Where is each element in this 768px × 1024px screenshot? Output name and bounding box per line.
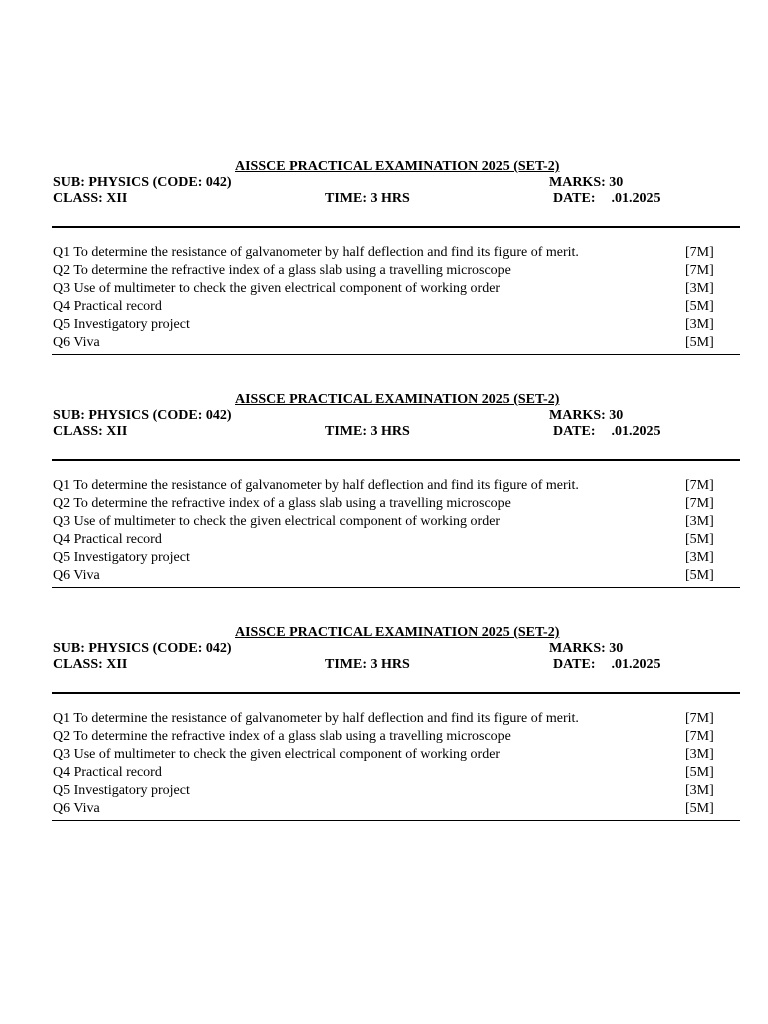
subject-label: SUB: PHYSICS (CODE: 042) <box>53 408 232 423</box>
question-marks: [7M] <box>685 263 714 278</box>
question-row <box>52 800 740 818</box>
question-row <box>52 495 740 513</box>
footer-divider <box>52 354 740 355</box>
exam-paper-1 <box>52 158 740 358</box>
date-value: .01.2025 <box>611 191 661 206</box>
question-text: Q5 Investigatory project <box>53 317 190 332</box>
question-marks: [3M] <box>685 281 714 296</box>
question-marks: [5M] <box>685 765 714 780</box>
question-text: Q4 Practical record <box>53 299 162 314</box>
question-text: Q3 Use of multimeter to check the given electrical component of working order <box>53 514 501 529</box>
question-text: Q5 Investigatory project <box>53 550 190 565</box>
question-marks: [7M] <box>685 496 714 511</box>
exam-title: AISSCE PRACTICAL EXAMINATION 2025 (SET-2) <box>235 392 560 407</box>
question-row <box>52 298 740 316</box>
question-row <box>52 782 740 800</box>
subject-label: SUB: PHYSICS (CODE: 042) <box>53 175 232 190</box>
question-marks: [7M] <box>685 711 714 726</box>
question-row <box>52 513 740 531</box>
question-text: Q3 Use of multimeter to check the given electrical component of working order <box>53 747 501 762</box>
question-text: Q6 Viva <box>53 335 100 350</box>
question-marks: [3M] <box>685 783 714 798</box>
date-label: DATE: <box>553 424 596 439</box>
date-label: DATE: <box>553 657 596 672</box>
question-row <box>52 746 740 764</box>
question-row <box>52 728 740 746</box>
question-text: Q5 Investigatory project <box>53 783 190 798</box>
question-marks: [3M] <box>685 747 714 762</box>
question-text: Q2 To determine the refractive index of a glass slab using a travelling microscope <box>53 729 511 744</box>
exam-title: AISSCE PRACTICAL EXAMINATION 2025 (SET-2) <box>235 159 560 174</box>
question-text: Q6 Viva <box>53 568 100 583</box>
date-field <box>553 190 661 208</box>
question-text: Q2 To determine the refractive index of a glass slab using a travelling microscope <box>53 263 511 278</box>
date-field <box>553 423 661 441</box>
question-text: Q1 To determine the resistance of galvanometer by half deflection and find its figure of merit. <box>53 711 579 726</box>
marks-label: MARKS: 30 <box>549 641 624 656</box>
time-label: TIME: 3 HRS <box>325 424 410 439</box>
question-marks: [5M] <box>685 532 714 547</box>
footer-divider <box>52 587 740 588</box>
class-label: CLASS: XII <box>53 191 128 206</box>
time-label: TIME: 3 HRS <box>325 191 410 206</box>
question-marks: [5M] <box>685 299 714 314</box>
exam-paper-2 <box>52 391 740 591</box>
question-row <box>52 280 740 298</box>
question-text: Q1 To determine the resistance of galvanometer by half deflection and find its figure of merit. <box>53 245 579 260</box>
date-value: .01.2025 <box>611 424 661 439</box>
question-marks: [3M] <box>685 550 714 565</box>
question-marks: [5M] <box>685 801 714 816</box>
question-marks: [3M] <box>685 514 714 529</box>
marks-label: MARKS: 30 <box>549 175 624 190</box>
question-row <box>52 764 740 782</box>
question-row <box>52 316 740 334</box>
question-list <box>52 244 740 352</box>
header-divider <box>52 226 740 228</box>
question-row <box>52 262 740 280</box>
question-list <box>52 710 740 818</box>
exam-paper-3 <box>52 624 740 824</box>
question-row <box>52 549 740 567</box>
subject-label: SUB: PHYSICS (CODE: 042) <box>53 641 232 656</box>
question-text: Q4 Practical record <box>53 532 162 547</box>
footer-divider <box>52 820 740 821</box>
question-row <box>52 531 740 549</box>
question-text: Q2 To determine the refractive index of a glass slab using a travelling microscope <box>53 496 511 511</box>
question-text: Q4 Practical record <box>53 765 162 780</box>
question-marks: [3M] <box>685 317 714 332</box>
question-row <box>52 244 740 262</box>
question-row <box>52 567 740 585</box>
question-row <box>52 477 740 495</box>
date-value: .01.2025 <box>611 657 661 672</box>
question-text: Q3 Use of multimeter to check the given electrical component of working order <box>53 281 501 296</box>
time-label: TIME: 3 HRS <box>325 657 410 672</box>
question-row <box>52 710 740 728</box>
question-marks: [7M] <box>685 729 714 744</box>
question-text: Q6 Viva <box>53 801 100 816</box>
question-marks: [5M] <box>685 568 714 583</box>
header-divider <box>52 459 740 461</box>
class-label: CLASS: XII <box>53 657 128 672</box>
class-label: CLASS: XII <box>53 424 128 439</box>
date-label: DATE: <box>553 191 596 206</box>
question-row <box>52 334 740 352</box>
header-divider <box>52 692 740 694</box>
marks-label: MARKS: 30 <box>549 408 624 423</box>
question-text: Q1 To determine the resistance of galvanometer by half deflection and find its figure of merit. <box>53 478 579 493</box>
question-marks: [5M] <box>685 335 714 350</box>
date-field <box>553 656 661 674</box>
exam-title: AISSCE PRACTICAL EXAMINATION 2025 (SET-2) <box>235 625 560 640</box>
question-marks: [7M] <box>685 478 714 493</box>
question-list <box>52 477 740 585</box>
question-marks: [7M] <box>685 245 714 260</box>
